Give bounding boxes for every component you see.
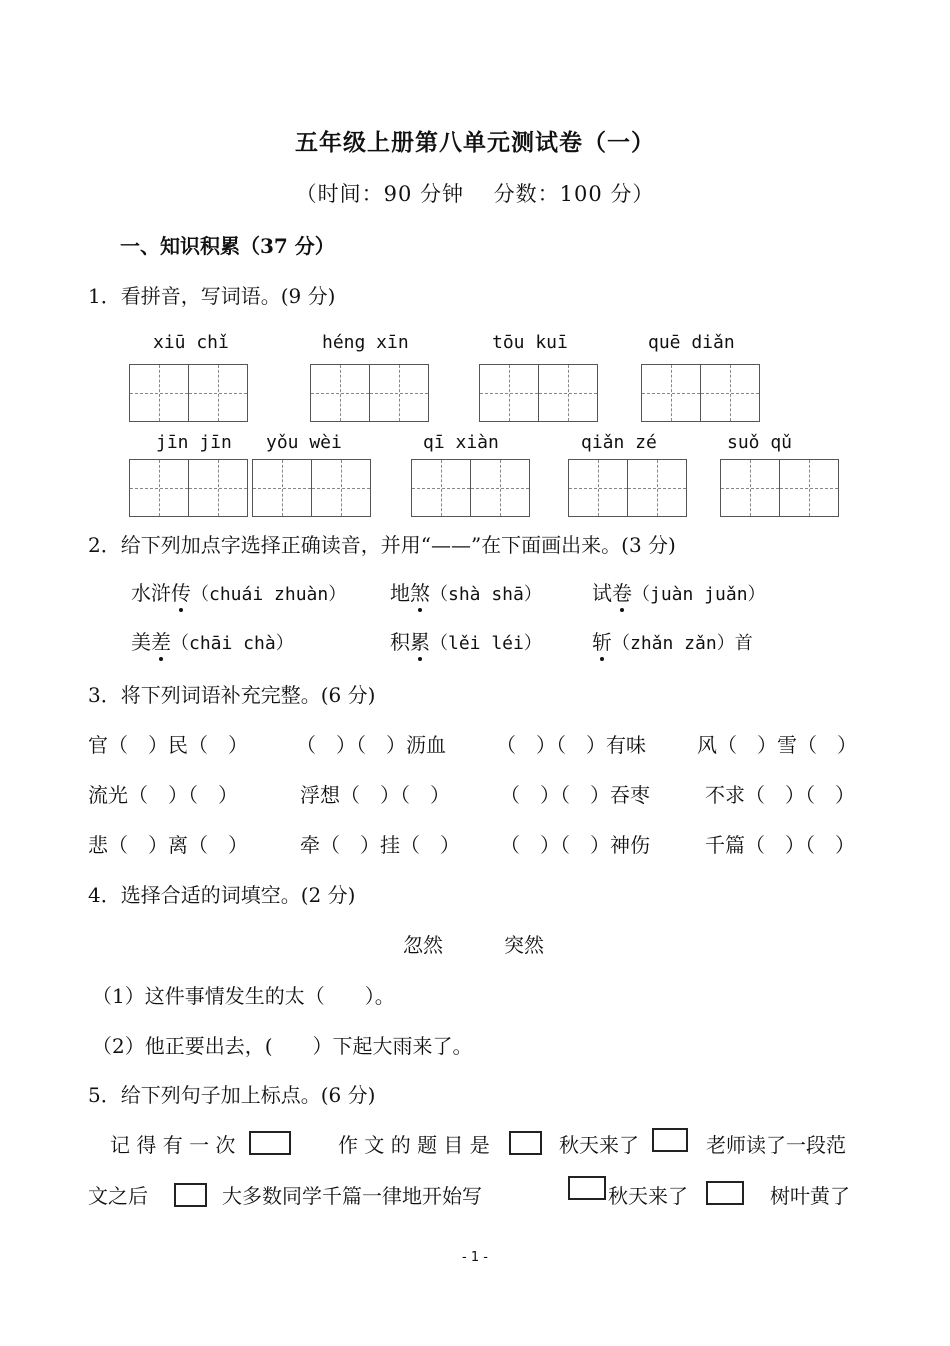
writing-grid[interactable] xyxy=(129,459,247,517)
sentence-text: 秋天来了 xyxy=(559,1133,639,1157)
sentence-text: 树叶黄了 xyxy=(770,1184,850,1208)
writing-grid[interactable] xyxy=(411,459,529,517)
dotted-char: 累 xyxy=(410,626,430,655)
fill-sentence[interactable]: （2）他正要出去，( ）下起大雨来了。 xyxy=(92,1034,473,1058)
punctuation-box[interactable] xyxy=(174,1183,207,1207)
pinyin-label: héng xīn xyxy=(322,332,409,353)
reading-choice[interactable] xyxy=(131,626,294,655)
idiom-blank[interactable]: 牵（ ）挂（ ） xyxy=(300,833,460,857)
punctuation-box[interactable] xyxy=(568,1176,606,1200)
question-2-heading: 2．给下列加点字选择正确读音，并用“——”在下面画出来。(3 分) xyxy=(88,533,676,557)
sentence-text: 记 得 有 一 次 xyxy=(110,1133,236,1157)
idiom-blank[interactable]: 风（ ）雪（ ） xyxy=(697,733,857,757)
dotted-char: 煞 xyxy=(410,577,430,606)
idiom-blank[interactable]: （ ）（ ）有味 xyxy=(496,733,646,757)
reading-choice[interactable] xyxy=(592,577,766,606)
pinyin-options: （juàn juǎn） xyxy=(632,584,766,605)
fill-sentence[interactable]: （1）这件事情发生的太（ ）。 xyxy=(92,984,395,1008)
writing-grid[interactable] xyxy=(479,364,597,422)
idiom-blank[interactable]: 官（ ）民（ ） xyxy=(88,733,248,757)
idiom-blank[interactable]: 悲（ ）离（ ） xyxy=(88,833,248,857)
idiom-blank[interactable]: （ ）（ ）神伤 xyxy=(500,833,650,857)
question-1-heading: 1．看拼音，写词语。(9 分) xyxy=(88,284,336,308)
word-text: 积 xyxy=(390,630,410,654)
reading-choice[interactable] xyxy=(592,626,753,655)
page-number: - 1 - xyxy=(462,1250,488,1265)
punctuation-box[interactable] xyxy=(652,1128,688,1152)
sentence-text: 老师读了一段范 xyxy=(706,1133,846,1157)
dotted-char: 卷 xyxy=(612,577,632,606)
pinyin-label: jīn jīn xyxy=(156,432,232,453)
sentence-text: 大多数同学千篇一律地开始写 xyxy=(222,1184,482,1208)
word-text: 地 xyxy=(390,581,410,605)
pinyin-label: qiǎn zé xyxy=(581,432,657,453)
word-text: 水浒 xyxy=(131,581,171,605)
pinyin-label: tōu kuī xyxy=(492,332,568,353)
writing-grid[interactable] xyxy=(129,364,247,422)
dotted-char: 差 xyxy=(151,626,171,655)
writing-grid[interactable] xyxy=(568,459,686,517)
idiom-blank[interactable]: （ ）（ ）沥血 xyxy=(296,733,446,757)
writing-grid[interactable] xyxy=(641,364,759,422)
page-title: 五年级上册第八单元测试卷（一） xyxy=(295,129,655,156)
idiom-blank[interactable]: 千篇（ ）（ ） xyxy=(705,833,855,857)
idiom-blank[interactable]: 不求（ ）（ ） xyxy=(705,783,855,807)
word-choice: 忽然 xyxy=(403,933,443,957)
exam-info: （时间：90 分钟 分数：100 分） xyxy=(295,182,655,206)
question-4-heading: 4．选择合适的词填空。(2 分) xyxy=(88,883,356,907)
pinyin-label: yǒu wèi xyxy=(266,432,342,453)
writing-grid[interactable] xyxy=(310,364,428,422)
pinyin-options: （shà shā） xyxy=(430,584,542,605)
word-choice: 突然 xyxy=(504,933,544,957)
sentence-text: 秋天来了 xyxy=(608,1184,688,1208)
word-text: 美 xyxy=(131,630,151,654)
dotted-char: 斩 xyxy=(592,626,612,655)
pinyin-options: （chuái zhuàn） xyxy=(191,584,347,605)
pinyin-label: qī xiàn xyxy=(423,432,499,453)
writing-grid[interactable] xyxy=(720,459,838,517)
idiom-blank[interactable]: 流光（ ）（ ） xyxy=(88,783,238,807)
reading-choice[interactable] xyxy=(390,577,542,606)
section-heading: 一、知识积累（37 分） xyxy=(120,234,335,258)
punctuation-box[interactable] xyxy=(249,1131,291,1155)
word-text: 试 xyxy=(592,581,612,605)
pinyin-options: （lěi léi） xyxy=(430,633,542,654)
pinyin-label: xiū chǐ xyxy=(153,332,229,353)
pinyin-label: quē diǎn xyxy=(648,332,735,353)
sentence-text: 作 文 的 题 目 是 xyxy=(338,1133,490,1157)
pinyin-label: suǒ qǔ xyxy=(727,432,793,453)
question-5-heading: 5．给下列句子加上标点。(6 分) xyxy=(88,1083,376,1107)
punctuation-box[interactable] xyxy=(706,1181,744,1205)
pinyin-options: （zhǎn zǎn）首 xyxy=(612,633,753,654)
sentence-text: 文之后 xyxy=(88,1184,148,1208)
reading-choice[interactable] xyxy=(390,626,542,655)
question-3-heading: 3．将下列词语补充完整。(6 分) xyxy=(88,683,376,707)
punctuation-box[interactable] xyxy=(509,1131,542,1155)
writing-grid[interactable] xyxy=(252,459,370,517)
pinyin-options: （chāi chà） xyxy=(171,633,294,654)
dotted-char: 传 xyxy=(171,577,191,606)
idiom-blank[interactable]: 浮想（ ）（ ） xyxy=(300,783,450,807)
reading-choice[interactable] xyxy=(131,577,346,606)
idiom-blank[interactable]: （ ）（ ）吞枣 xyxy=(500,783,650,807)
